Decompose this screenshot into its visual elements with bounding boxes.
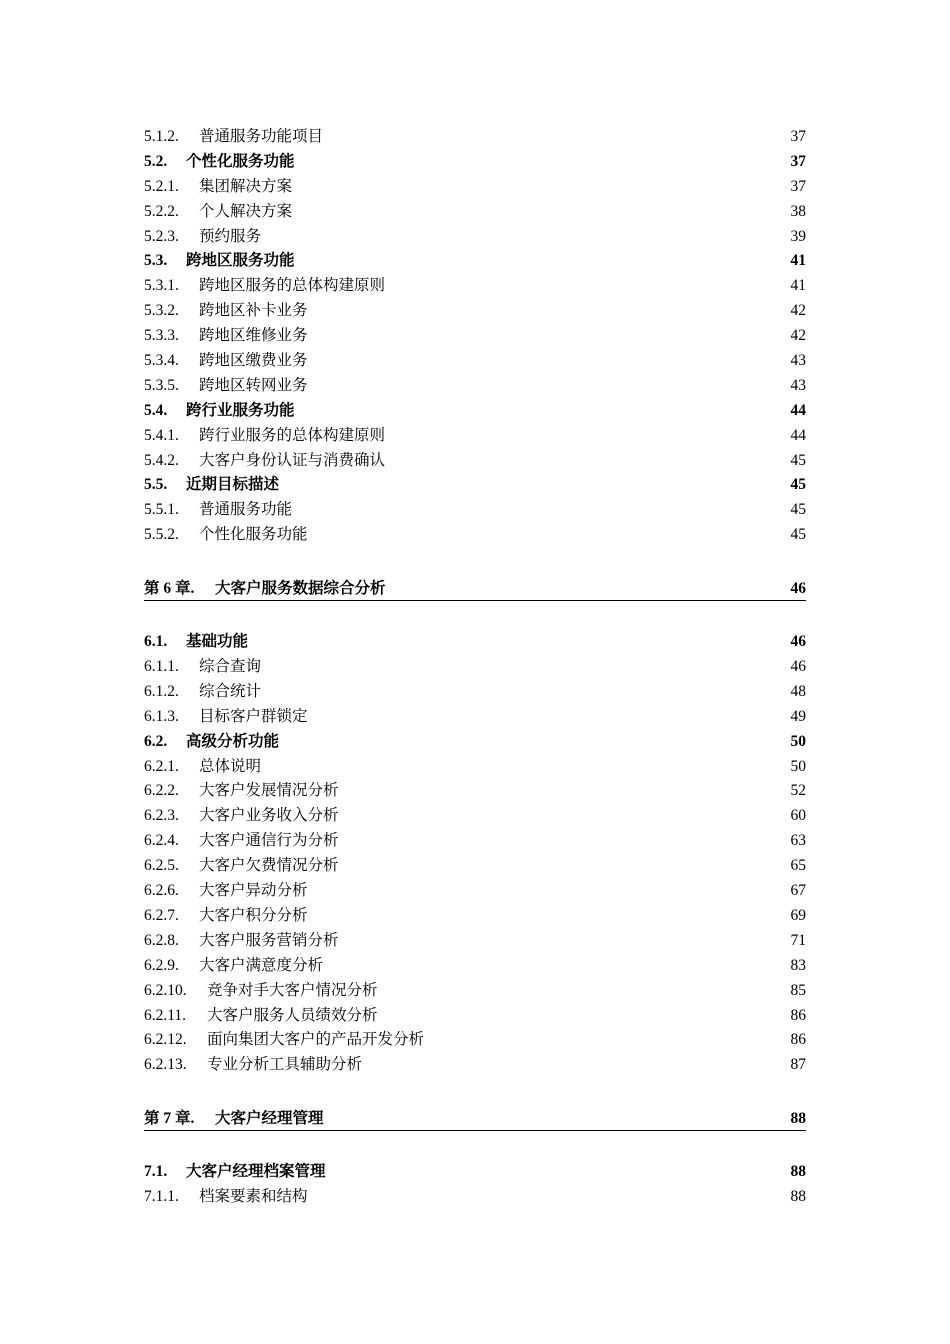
toc-entry-page-number: 45 [790, 476, 806, 494]
toc-entry-title: 跨地区缴费业务 [199, 352, 308, 370]
toc-subsection-entry[interactable] [144, 449, 806, 474]
toc-entry-page-number: 39 [790, 227, 806, 245]
toc-entry-title: 基础功能 [186, 633, 249, 651]
toc-entry-number: 6.1.1. [144, 658, 179, 676]
toc-entry-number: 5.4.2. [144, 451, 179, 469]
toc-entry-page-number: 38 [790, 202, 806, 220]
toc-entry-page-number: 60 [790, 807, 806, 825]
toc-entry-page-number: 44 [790, 401, 806, 419]
toc-entry-number: 6.2.6. [144, 882, 179, 900]
toc-entry-number: 5.4.1. [144, 426, 179, 444]
toc-entry-title: 大客户积分分析 [199, 906, 308, 924]
toc-entry-number: 第 7 章. [144, 1110, 195, 1128]
toc-entry-number: 5.3.1. [144, 277, 179, 295]
toc-entry-number: 5.5.1. [144, 501, 179, 519]
toc-entry-number: 6.2.4. [144, 832, 179, 850]
toc-subsection-entry[interactable] [144, 1004, 806, 1029]
toc-entry-title: 竞争对手大客户情况分析 [207, 981, 378, 999]
toc-entry-title: 高级分析功能 [186, 732, 280, 750]
toc-entry-title: 个性化服务功能 [199, 526, 308, 544]
toc-subsection-entry[interactable] [144, 1053, 806, 1078]
toc-entry-number: 5.5.2. [144, 526, 179, 544]
toc-entry-page-number: 45 [790, 451, 806, 469]
toc-subsection-entry[interactable] [144, 755, 806, 780]
toc-entry-number: 6.2. [144, 732, 168, 750]
toc-entry-number: 6.2.7. [144, 906, 179, 924]
toc-entry-page-number: 69 [790, 906, 806, 924]
toc-subsection-entry[interactable] [144, 498, 806, 523]
toc-entry-number: 5.3.3. [144, 327, 179, 345]
toc-subsection-entry[interactable] [144, 854, 806, 879]
toc-entry-number: 7.1. [144, 1163, 168, 1181]
toc-entry-title: 跨地区维修业务 [199, 327, 308, 345]
toc-entry-title: 大客户服务人员绩效分析 [207, 1006, 378, 1024]
toc-section-entry[interactable] [144, 249, 806, 274]
toc-subsection-entry[interactable] [144, 200, 806, 225]
toc-entry-number: 5.3.5. [144, 376, 179, 394]
toc-entry-number: 6.2.1. [144, 757, 179, 775]
toc-entry-number: 5.5. [144, 476, 168, 494]
toc-entry-page-number: 71 [790, 931, 806, 949]
toc-subsection-entry[interactable] [144, 299, 806, 324]
toc-entry-title: 跨地区补卡业务 [199, 302, 308, 320]
toc-section-entry[interactable] [144, 399, 806, 424]
toc-entry-title: 近期目标描述 [186, 476, 280, 494]
toc-entry-number: 6.2.12. [144, 1031, 187, 1049]
toc-entry-page-number: 88 [790, 1188, 806, 1206]
toc-entry-title: 集团解决方案 [199, 177, 293, 195]
toc-entry-page-number: 50 [790, 732, 806, 750]
toc-subsection-entry[interactable] [144, 879, 806, 904]
toc-entry-page-number: 52 [790, 782, 806, 800]
toc-entry-page-number: 49 [790, 707, 806, 725]
toc-subsection-entry[interactable] [144, 804, 806, 829]
toc-subsection-entry[interactable] [144, 680, 806, 705]
toc-entry-title: 普通服务功能项目 [199, 128, 324, 145]
toc-entry-title: 大客户业务收入分析 [199, 807, 339, 825]
toc-section-entry[interactable] [144, 630, 806, 655]
toc-entry-title: 跨地区转网业务 [199, 376, 308, 394]
toc-entry-page-number: 42 [790, 302, 806, 320]
toc-entry-page-number: 85 [790, 981, 806, 999]
toc-section-entry[interactable] [144, 1160, 806, 1185]
toc-subsection-entry[interactable] [144, 175, 806, 200]
toc-entry-number: 第 6 章. [144, 580, 195, 598]
toc-entry-number: 6.2.8. [144, 931, 179, 949]
toc-entry-number: 5.2.1. [144, 177, 179, 195]
toc-entry-page-number: 43 [790, 376, 806, 394]
toc-entry-title: 预约服务 [199, 227, 262, 245]
toc-subsection-entry[interactable] [144, 324, 806, 349]
toc-entry-page-number: 67 [790, 882, 806, 900]
toc-entry-number: 6.2.9. [144, 956, 179, 974]
toc-entry-number: 6.2.11. [144, 1006, 187, 1024]
toc-entry-number: 6.2.13. [144, 1056, 187, 1074]
toc-entry-title: 大客户通信行为分析 [199, 832, 339, 850]
toc-entry-page-number: 86 [790, 1006, 806, 1024]
toc-entry-page-number: 50 [790, 757, 806, 775]
table-of-contents [144, 125, 806, 1210]
toc-entry-number: 5.4. [144, 401, 168, 419]
toc-subsection-entry[interactable] [144, 424, 806, 449]
toc-entry-page-number: 37 [790, 177, 806, 195]
toc-entry-page-number: 83 [790, 956, 806, 974]
toc-entry-number: 5.3.4. [144, 352, 179, 370]
toc-subsection-entry[interactable] [144, 779, 806, 804]
toc-subsection-entry[interactable] [144, 374, 806, 399]
toc-subsection-entry[interactable] [144, 225, 806, 250]
toc-entry-number: 6.1.3. [144, 707, 179, 725]
toc-subsection-entry[interactable] [144, 829, 806, 854]
toc-subsection-entry[interactable] [144, 904, 806, 929]
toc-section-entry[interactable] [144, 473, 806, 498]
toc-entry-number: 6.1.2. [144, 682, 179, 700]
toc-entry-title: 总体说明 [199, 757, 262, 775]
toc-subsection-entry[interactable] [144, 655, 806, 680]
toc-entry-page-number: 44 [790, 426, 806, 444]
toc-entry-page-number: 37 [790, 128, 806, 145]
toc-entry-title: 大客户服务数据综合分析 [215, 580, 386, 598]
toc-entry-number: 6.2.3. [144, 807, 179, 825]
toc-entry-page-number: 45 [790, 501, 806, 519]
toc-entry-title: 大客户经理管理 [215, 1110, 324, 1128]
toc-subsection-entry[interactable] [144, 523, 806, 548]
toc-entry-page-number: 46 [790, 580, 806, 598]
toc-entry-title: 大客户发展情况分析 [199, 782, 339, 800]
toc-entry-title: 综合查询 [199, 658, 262, 676]
toc-entry-page-number: 87 [790, 1056, 806, 1074]
toc-entry-page-number: 43 [790, 352, 806, 370]
toc-entry-title: 大客户服务营销分析 [199, 931, 339, 949]
toc-subsection-entry[interactable] [144, 274, 806, 299]
toc-entry-number: 6.2.5. [144, 857, 179, 875]
toc-entry-title: 专业分析工具辅助分析 [207, 1056, 363, 1074]
toc-entry-number: 5.1.2. [144, 128, 179, 145]
toc-entry-number: 5.3. [144, 252, 168, 270]
toc-section-entry[interactable] [144, 730, 806, 755]
toc-entry-title: 面向集团大客户的产品开发分析 [207, 1031, 425, 1049]
toc-chapter-entry[interactable] [144, 1107, 806, 1131]
toc-entry-page-number: 45 [790, 526, 806, 544]
toc-entry-title: 大客户欠费情况分析 [199, 857, 339, 875]
toc-subsection-entry[interactable] [144, 125, 806, 150]
toc-subsection-entry[interactable] [144, 929, 806, 954]
toc-entry-title: 大客户异动分析 [199, 882, 308, 900]
toc-subsection-entry[interactable] [144, 705, 806, 730]
toc-entry-title: 个性化服务功能 [186, 152, 295, 170]
toc-entry-number: 5.2.3. [144, 227, 179, 245]
toc-subsection-entry[interactable] [144, 1185, 806, 1210]
toc-entry-title: 普通服务功能 [199, 501, 293, 519]
toc-entry-number: 6.2.2. [144, 782, 179, 800]
toc-entry-number: 6.1. [144, 633, 168, 651]
toc-entry-title: 大客户经理档案管理 [186, 1163, 326, 1181]
toc-entry-page-number: 48 [790, 682, 806, 700]
toc-entry-page-number: 63 [790, 832, 806, 850]
toc-entry-title: 跨地区服务功能 [186, 252, 295, 270]
toc-subsection-entry[interactable] [144, 954, 806, 979]
toc-entry-page-number: 46 [790, 658, 806, 676]
toc-entry-title: 综合统计 [199, 682, 262, 700]
toc-entry-page-number: 41 [790, 252, 806, 270]
toc-entry-page-number: 88 [790, 1110, 806, 1128]
toc-entry-page-number: 41 [790, 277, 806, 295]
toc-section-entry[interactable] [144, 150, 806, 175]
toc-entry-page-number: 65 [790, 857, 806, 875]
toc-entry-title: 跨行业服务功能 [186, 401, 295, 419]
toc-entry-title: 大客户满意度分析 [199, 956, 324, 974]
toc-entry-number: 5.3.2. [144, 302, 179, 320]
toc-entry-title: 档案要素和结构 [199, 1188, 308, 1206]
toc-entry-number: 7.1.1. [144, 1188, 179, 1206]
toc-entry-page-number: 37 [790, 152, 806, 170]
toc-entry-number: 5.2. [144, 152, 168, 170]
toc-entry-page-number: 42 [790, 327, 806, 345]
toc-entry-title: 跨地区服务的总体构建原则 [199, 277, 386, 295]
toc-chapter-entry[interactable] [144, 577, 806, 601]
toc-subsection-entry[interactable] [144, 979, 806, 1004]
toc-entry-title: 个人解决方案 [199, 202, 293, 220]
toc-entry-number: 5.2.2. [144, 202, 179, 220]
toc-subsection-entry[interactable] [144, 1028, 806, 1053]
toc-entry-title: 大客户身份认证与消费确认 [199, 451, 386, 469]
toc-subsection-entry[interactable] [144, 349, 806, 374]
toc-entry-page-number: 46 [790, 633, 806, 651]
toc-entry-page-number: 86 [790, 1031, 806, 1049]
toc-entry-title: 目标客户群锁定 [199, 707, 308, 725]
toc-entry-title: 跨行业服务的总体构建原则 [199, 426, 386, 444]
toc-entry-number: 6.2.10. [144, 981, 187, 999]
toc-entry-page-number: 88 [790, 1163, 806, 1181]
